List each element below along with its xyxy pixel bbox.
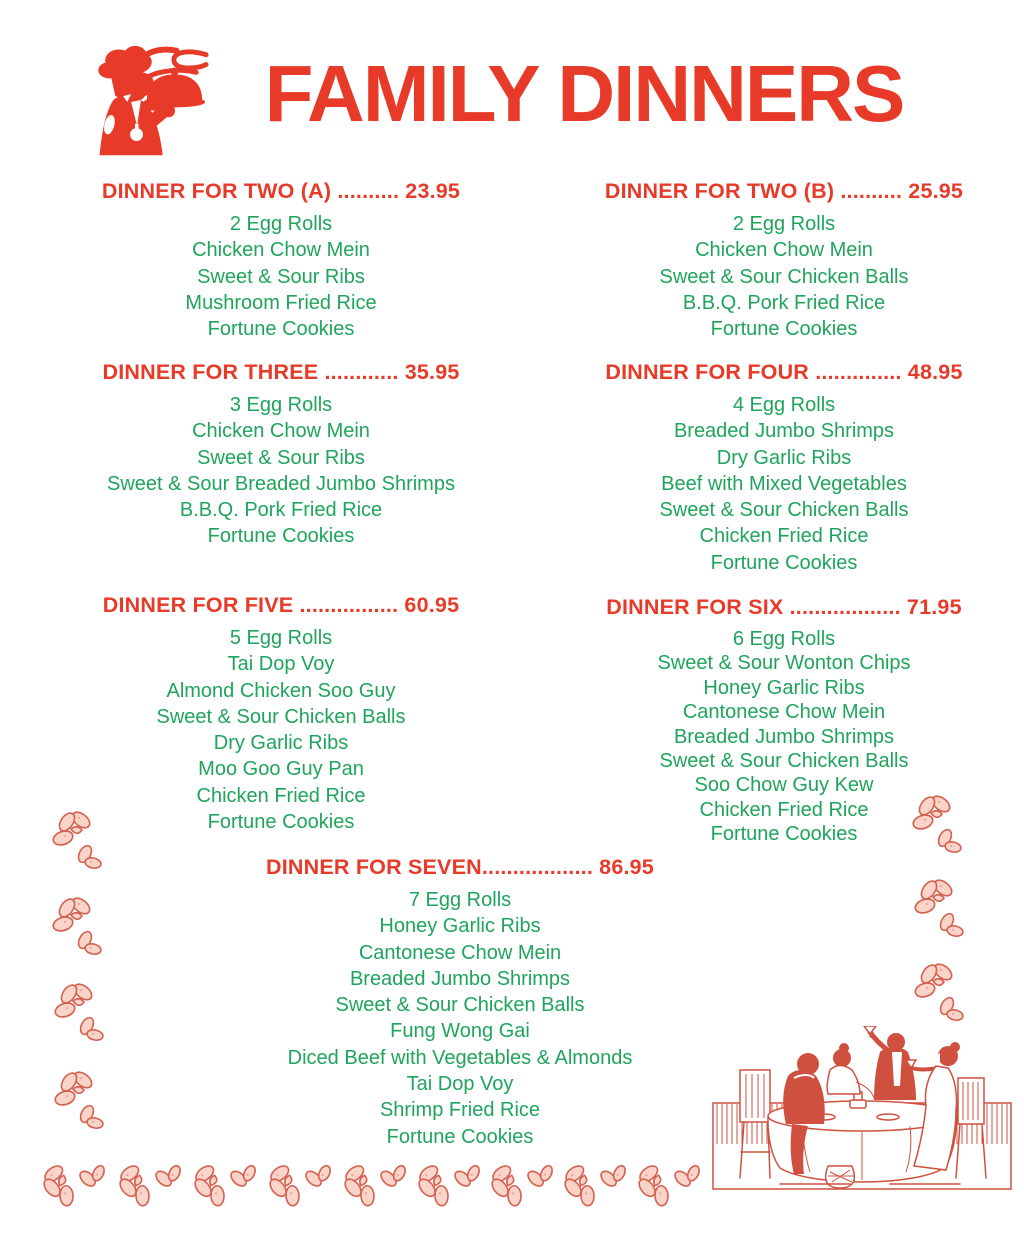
menu-item: Shrimp Fried Rice [379, 1099, 541, 1122]
menu-item: Cantonese Chow Mein [358, 941, 562, 964]
menu-item: Fortune Cookies [207, 811, 355, 834]
menu-item: Chicken Fried Rice [699, 525, 869, 548]
menu-item: 7 Egg Rolls [408, 889, 512, 911]
fortune-cookie-cluster-icon [335, 1148, 413, 1217]
menu-item: Honey Garlic Ribs [379, 915, 541, 938]
menu-item: Sweet & Sour Breaded Jumbo Shrimps [107, 472, 455, 495]
menu-item: Fortune Cookies [710, 551, 858, 574]
fortune-cookie-cluster-icon [52, 1068, 106, 1134]
menu-item: Sweet & Sour Chicken Balls [659, 750, 909, 773]
menu-item: Dry Garlic Ribs [213, 732, 349, 755]
menu-item: 4 Egg Rolls [732, 394, 836, 416]
menu-section-three [42, 360, 520, 550]
menu-section-four [546, 360, 1022, 576]
menu-item: Sweet & Sour Ribs [197, 265, 365, 288]
fortune-cookie-cluster-icon [110, 1148, 188, 1217]
fortune-cookie-cluster-icon [409, 1148, 487, 1217]
menu-item: Breaded Jumbo Shrimps [673, 420, 895, 443]
menu-item: Chicken Fried Rice [699, 798, 869, 821]
fortune-cookie-cluster-icon [34, 1148, 112, 1217]
menu-item: Honey Garlic Ribs [703, 676, 865, 699]
menu-item: 3 Egg Rolls [229, 394, 333, 416]
menu-item: Sweet & Sour Chicken Balls [335, 994, 585, 1017]
menu-item: Diced Beef with Vegetables & Almonds [287, 1046, 633, 1069]
section-title-with-price: DINNER FOR SIX .................. 71.95 [606, 595, 962, 619]
fortune-cookie-cluster-icon [260, 1148, 338, 1217]
menu-item: 2 Egg Rolls [229, 213, 333, 235]
family-dining-table-illustration [710, 1026, 1014, 1196]
fortune-cookie-cluster-icon [629, 1148, 707, 1217]
fortune-cookie-cluster-icon [50, 894, 104, 960]
menu-item: Fung Wong Gai [390, 1020, 530, 1043]
section-title-with-price: DINNER FOR FOUR .............. 48.95 [605, 360, 963, 384]
menu-item: 5 Egg Rolls [229, 627, 333, 649]
menu-item: Chicken Chow Mein [192, 420, 370, 443]
menu-item: Chicken Fried Rice [196, 784, 366, 807]
menu-item: Fortune Cookies [207, 525, 355, 548]
menu-item: Sweet & Sour Chicken Balls [659, 265, 909, 288]
menu-item: Almond Chicken Soo Guy [166, 679, 396, 702]
fortune-cookie-cluster-icon [555, 1148, 633, 1217]
menu-item: Fortune Cookies [386, 1125, 534, 1148]
menu-item: Mushroom Fried Rice [185, 291, 377, 314]
menu-item: Tai Dop Voy [406, 1073, 514, 1096]
menu-section-five [42, 593, 520, 835]
menu-item: Sweet & Sour Ribs [197, 446, 365, 469]
section-title-with-price: DINNER FOR TWO (B) .......... 25.95 [604, 179, 964, 203]
chef-with-platter-icon [66, 38, 214, 168]
section-title-with-price: DINNER FOR SEVEN.................. 86.95 [266, 855, 654, 879]
section-title-with-price: DINNER FOR TWO (A) .......... 23.95 [101, 179, 461, 203]
fortune-cookie-cluster-icon [482, 1148, 560, 1217]
menu-item: Cantonese Chow Mein [682, 701, 886, 724]
menu-item: Tai Dop Voy [227, 653, 335, 676]
menu-item: Breaded Jumbo Shrimps [349, 967, 571, 990]
fortune-cookie-cluster-icon [910, 792, 964, 858]
menu-item: Soo Chow Guy Kew [694, 774, 874, 797]
menu-section-two-b [546, 179, 1022, 342]
menu-item: 6 Egg Rolls [732, 628, 836, 650]
menu-item: 2 Egg Rolls [732, 213, 836, 235]
menu-section-seven [140, 855, 780, 1150]
menu-item: Sweet & Sour Chicken Balls [156, 705, 406, 728]
fortune-cookie-cluster-icon [52, 980, 106, 1046]
menu-item: Fortune Cookies [710, 823, 858, 846]
menu-item: Moo Goo Guy Pan [198, 758, 364, 781]
section-title-with-price: DINNER FOR FIVE ................ 60.95 [102, 593, 460, 617]
menu-item: B.B.Q. Pork Fried Rice [682, 291, 886, 314]
menu-item: Fortune Cookies [710, 318, 858, 341]
menu-item: Chicken Chow Mein [695, 239, 873, 262]
menu-item: Chicken Chow Mein [192, 239, 370, 262]
fortune-cookie-cluster-icon [912, 876, 966, 942]
menu-item: Breaded Jumbo Shrimps [673, 725, 895, 748]
menu-item: Fortune Cookies [207, 318, 355, 341]
menu-section-two-a [42, 179, 520, 342]
menu-item: Beef with Mixed Vegetables [661, 472, 907, 495]
page-title: FAMILY DINNERS [264, 49, 904, 138]
fortune-cookie-cluster-icon [912, 960, 966, 1026]
menu-item: Dry Garlic Ribs [716, 446, 852, 469]
menu-item: B.B.Q. Pork Fried Rice [179, 499, 383, 522]
menu-item: Sweet & Sour Wonton Chips [657, 652, 911, 675]
fortune-cookie-cluster-icon [185, 1148, 263, 1217]
section-title-with-price: DINNER FOR THREE ............ 35.95 [102, 360, 460, 384]
fortune-cookie-cluster-icon [50, 808, 104, 874]
menu-item: Sweet & Sour Chicken Balls [659, 499, 909, 522]
